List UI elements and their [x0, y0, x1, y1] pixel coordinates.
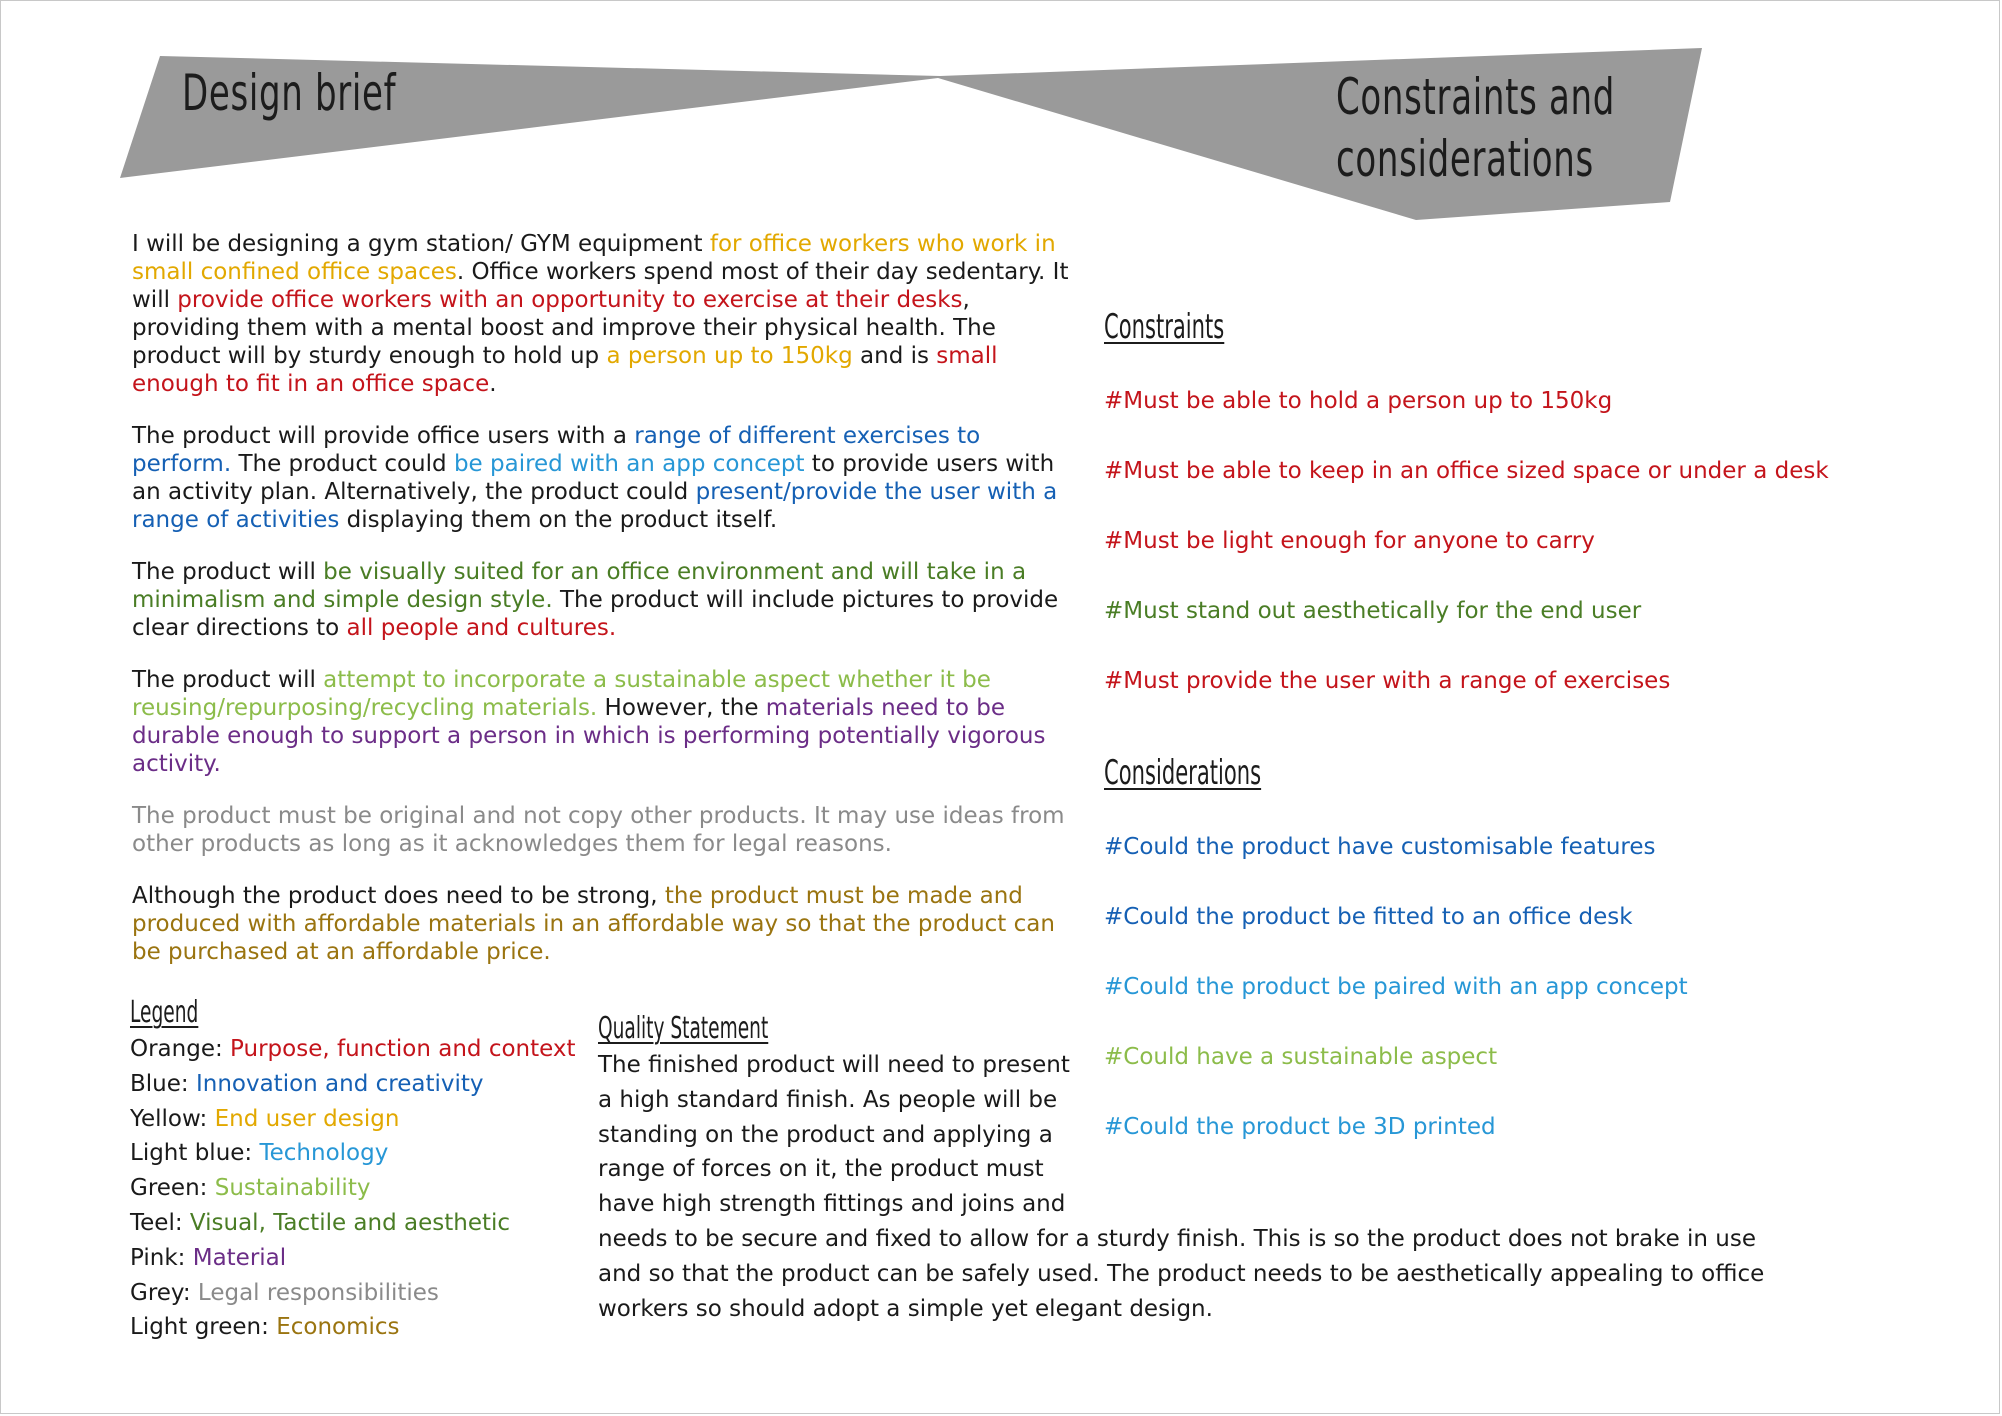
quality-line: and so that the product can be safely used. The product needs to be aesthetically appealing to office [598, 1260, 1765, 1287]
consideration-item: #Could the product be 3D printed [1104, 1114, 1496, 1140]
legend-value: Material [192, 1244, 287, 1271]
legend-label: Grey: [130, 1279, 198, 1306]
legend-label: Yellow: [130, 1105, 215, 1132]
consideration-item: #Could the product have customisable features [1104, 834, 1656, 860]
legend-value: Economics [276, 1314, 400, 1341]
quality-line: needs to be secure and fixed to allow for a sturdy finish. This is so the product does not brake in use [598, 1225, 1757, 1252]
brief-paragraph-1 [132, 230, 1072, 398]
legend-label: Green: [130, 1175, 215, 1202]
quality-line: workers so should adopt a simple yet elegant design. [598, 1295, 1213, 1322]
text-run: be visually suited for an office environment and will take in a minimalism and simple design style. [132, 559, 1027, 613]
legend-row [130, 1171, 600, 1206]
text-run: , providing them with a mental boost and improve their physical health. The product will by sturdy enough to hold up [132, 287, 996, 369]
text-run: The product will [132, 559, 324, 585]
text-run: attempt to incorporate a sustainable aspect whether it be reusing/repurposing/recycling materials. [132, 667, 991, 721]
text-run: displaying them on the product itself. [339, 507, 778, 533]
text-run: to provide users with an activity plan. Alternatively, the product could [132, 451, 1055, 505]
legend-row [130, 1206, 600, 1241]
constraint-item: #Must be able to hold a person up to 150kg [1104, 388, 1613, 414]
legend-title: Legend [130, 995, 199, 1030]
legend-row [130, 1136, 600, 1171]
legend-row [130, 1032, 600, 1067]
brief-paragraph-4 [132, 666, 1072, 778]
constraints-considerations-heading [1336, 66, 1615, 190]
quality-statement-title: Quality Statement [598, 1011, 769, 1046]
constraint-item: #Must stand out aesthetically for the end user [1104, 598, 1642, 624]
quality-line: a high standard finish. As people will be [598, 1086, 1058, 1113]
text-run: The product will [132, 667, 324, 693]
quality-line: standing on the product and applying a [598, 1121, 1053, 1148]
text-run: I will be designing a gym station/ GYM equipment [132, 231, 710, 257]
legend-value: Purpose, function and context [230, 1036, 576, 1062]
consideration-item: #Could the product be fitted to an office desk [1104, 904, 1633, 930]
text-run: all people and cultures. [346, 615, 617, 641]
constraint-item: #Must be light enough for anyone to carry [1104, 528, 1595, 554]
text-run: present/provide the user with a range of activities [132, 479, 1058, 533]
constraint-item: #Must be able to keep in an office sized space or under a desk [1104, 458, 1829, 484]
heading-line-2: considerations [1336, 130, 1594, 188]
text-run: provide office workers with an opportunity to exercise at their desks [177, 287, 963, 313]
brief-paragraph-6 [132, 882, 1072, 966]
legend-value: Technology [259, 1140, 389, 1167]
legend-label: Orange: [130, 1036, 231, 1062]
design-brief-body [132, 230, 1072, 990]
quality-line: have high strength fittings and joins and [598, 1191, 1066, 1218]
text-run: The product could [231, 451, 454, 477]
legend-label: Teel: [130, 1209, 190, 1236]
consideration-item: #Could the product be paired with an app concept [1104, 974, 1688, 1000]
constraints-title: Constraints [1104, 307, 1225, 347]
text-run: the product must be made and produced with affordable materials in an affordable way so that the product can be purchased at an affordable price. [132, 883, 1055, 965]
legend-row [130, 1276, 600, 1311]
legend-row [130, 1310, 600, 1345]
heading-line-1: Constraints and [1336, 68, 1615, 126]
text-run: However, the [597, 695, 766, 721]
legend-label: Light blue: [130, 1140, 260, 1167]
text-run: . [489, 371, 497, 397]
legend-label: Blue: [130, 1070, 196, 1097]
legend [130, 996, 600, 1345]
legend-value: Innovation and creativity [195, 1070, 484, 1097]
legend-value: Sustainability [214, 1175, 371, 1202]
legend-row [130, 1241, 600, 1276]
brief-paragraph-3 [132, 558, 1072, 642]
quality-line: range of forces on it, the product must [598, 1156, 1044, 1183]
considerations-title: Considerations [1104, 753, 1262, 793]
text-run: Although the product does need to be strong, [132, 883, 665, 909]
legend-row [130, 1067, 600, 1102]
text-run: The product will provide office users with a [132, 423, 635, 449]
text-run: . Office workers spend most of their day sedentary. It will [132, 259, 1069, 313]
legend-value: Legal responsibilities [197, 1279, 439, 1306]
legend-label: Pink: [130, 1244, 193, 1271]
legend-label: Light green: [130, 1314, 277, 1341]
text-run: The product will include pictures to provide clear directions to [132, 587, 1059, 641]
consideration-item: #Could have a sustainable aspect [1104, 1044, 1498, 1070]
legend-value: Visual, Tactile and aesthetic [189, 1209, 511, 1236]
text-run: small enough to fit in an office space [132, 343, 998, 397]
header-banner [0, 0, 2002, 260]
constraint-item: #Must provide the user with a range of exercises [1104, 668, 1671, 694]
legend-value: End user design [214, 1105, 400, 1132]
quality-statement-text [598, 1048, 1798, 1326]
brief-paragraph-5 [132, 802, 1072, 858]
legend-rows [130, 1032, 600, 1345]
design-brief-heading: Design brief [182, 64, 397, 122]
text-run: for office workers who work in small confined office spaces [132, 231, 1056, 285]
brief-paragraph-2 [132, 422, 1072, 534]
text-run: be paired with an app concept [453, 451, 805, 477]
legend-row [130, 1102, 600, 1137]
text-run: and is [852, 343, 937, 369]
quality-statement [598, 1012, 1798, 1326]
text-run: a person up to 150kg [606, 343, 853, 369]
text-run: range of different exercises to perform. [132, 423, 981, 477]
quality-line: The finished product will need to present [598, 1052, 1070, 1078]
text-run: materials need to be durable enough to support a person in which is performing potentially vigorous activity. [132, 695, 1046, 777]
text-run: The product must be original and not copy other products. It may use ideas from other products as long as it acknowledges them for legal reasons. [132, 803, 1065, 857]
